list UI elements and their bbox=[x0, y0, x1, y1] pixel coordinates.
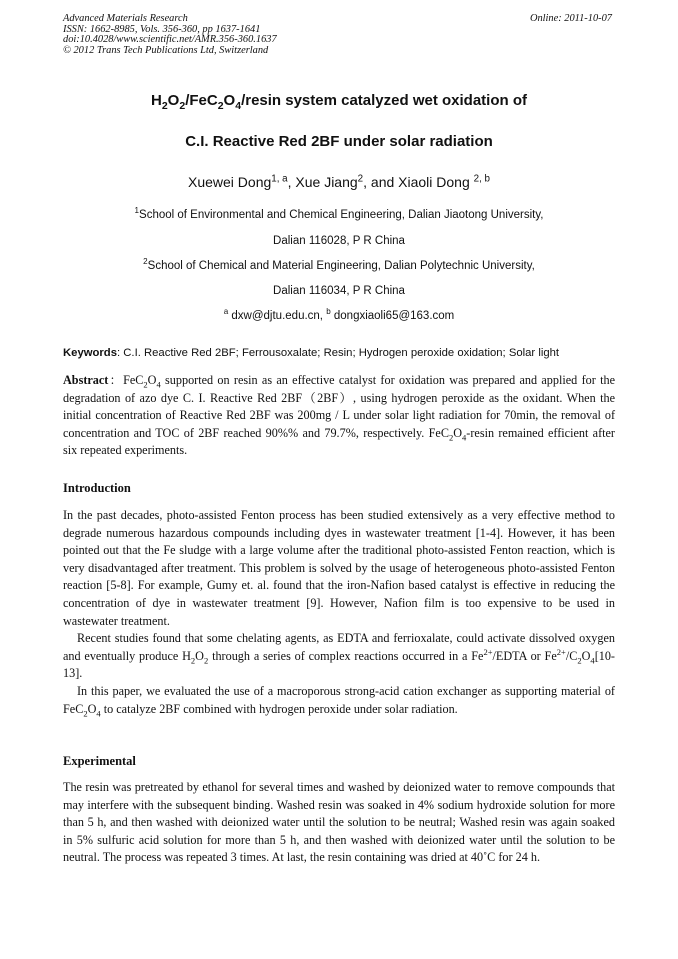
keywords bbox=[63, 347, 615, 359]
abstract: Abstract：$FeC_2O_4$ supported on resin as an effective catalyst for oxidation was prepared and applied for the degradation of azo dye C. I. Reactive Red 2BF（2BF）, using hydrogen peroxide as the oxidant. When the initial concentration of Reactive Red 2BF was 200mg / L under solar light radiation for 70min, the removal of concentration and TOC of 2BF reached 90%% and 79.7%, respectively. $FeC_2O_4$-resin remained efficient after six repeated experiments. bbox=[63, 373, 615, 458]
author-list: Xuewei Dong$^{1, a}$, Xue Jiang$^2$, and Xiaoli Dong $^{2, b}$ bbox=[187, 173, 490, 190]
paper-title-line-1: $H_2O_2/FeC_2O_4$/resin system catalyzed wet oxidation of bbox=[150, 92, 527, 112]
experimental-heading: Experimental bbox=[63, 754, 136, 768]
copyright-line: © 2012 Trans Tech Publications Ltd, Switzerland bbox=[63, 44, 269, 56]
author-emails: $^a$ dxw@djtu.edu.cn, $^b$ dongxiaoli65@163.com bbox=[223, 307, 455, 322]
experimental-paragraph-1: The resin was pretreated by ethanol for several times and washed by deionized water to remove compounds that may interfere with the subsequent binding. Washed resin was soaked in 4% sodium hydroxide solution for more than 5 h, and then washed with deionized water until the solution to be neutral; Washed resin was again soaked in 5% sulfuric acid solution for more than 5 h, and then washed with deionized water until the solution to be neutral. The process was repeated 3 times. At last, the resin containing was dried at 40˚C for 24 h. bbox=[63, 780, 615, 865]
affiliation-2: $^2$School of Chemical and Material Engineering, Dalian Polytechnic University, bbox=[143, 257, 535, 272]
affiliation-1-city: Dalian 116028, P R China bbox=[273, 235, 405, 247]
online-date: Online: 2011-10-07 bbox=[529, 13, 612, 24]
introduction-heading: Introduction bbox=[63, 481, 131, 495]
introduction-body bbox=[63, 507, 615, 718]
keywords-label: Keywords bbox=[63, 347, 117, 359]
introduction-paragraph-2: Recent studies found that some chelating agents, as EDTA and ferrioxalate, could activate dissolved oxygen and eventually produce $H_2O_2$ through a series of complex reactions occurred in a $Fe^{2+}$/EDTA or $Fe^{2+}/C_2O_4[10-13]$. bbox=[63, 631, 615, 681]
journal-header bbox=[63, 14, 277, 56]
introduction-paragraph-1: In the past decades, photo-assisted Fenton process has been studied extensively as a very effective method to degrade numerous hazardous compounds including dyes in wastewater treatment [1-4]. However, it has been pointed out that the Fe sludge with a large volume after the traditional photo-assisted Fenton reaction, which is very disadvantaged after treatment. This problem is solved by the usage of heterogeneous photo-assisted Fenton reaction [5-8]. For example, Gumy et. al. found that the iron-Nafion based catalyst is effective in reducing the concentration of dye in wastewater treatment [9]. However, Nafion film is too expensive to be used in wastewater treatment. bbox=[63, 508, 615, 628]
affiliation-2-city: Dalian 116034, P R China bbox=[273, 285, 405, 297]
affiliation-1: $^1$School of Environmental and Chemical Engineering, Dalian Jiaotong University, bbox=[134, 206, 544, 221]
doi-line: doi:10.4028/www.scientific.net/AMR.356-360.1637 bbox=[63, 34, 277, 46]
issn-line: ISSN: 1662-8985, Vols. 356-360, pp 1637-1641 bbox=[63, 23, 261, 35]
keywords-text: : C.I. Reactive Red 2BF; Ferrousoxalate; Resin; Hydrogen peroxide oxidation; Solar light bbox=[117, 347, 560, 359]
journal-name: Advanced Materials Research bbox=[63, 13, 188, 24]
introduction-paragraph-3: In this paper, we evaluated the use of a macroporous strong-acid cation exchanger as supporting material of $FeC_2O_4$ to catalyze 2BF combined with hydrogen peroxide under solar radiation. bbox=[63, 683, 615, 718]
experimental-body bbox=[63, 779, 615, 867]
paper-title-line-2: C.I. Reactive Red 2BF under solar radiation bbox=[185, 133, 493, 150]
abstract-label: Abstract bbox=[63, 373, 109, 387]
